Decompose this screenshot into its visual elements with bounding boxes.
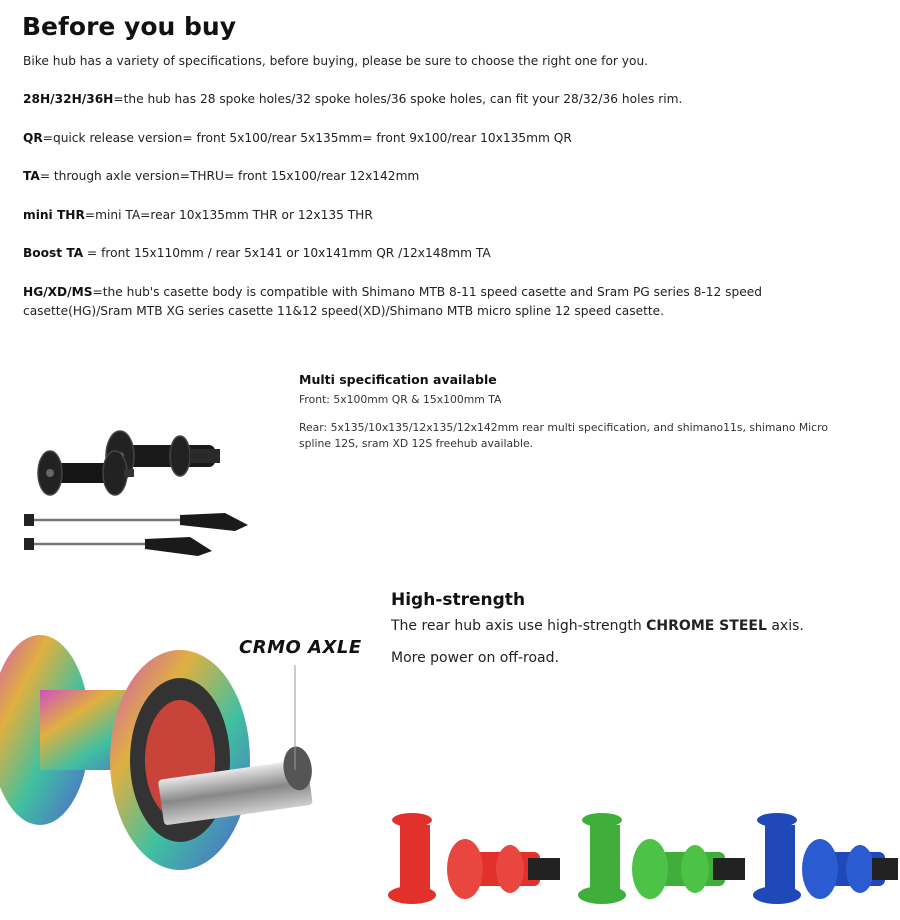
high-strength-bold: CHROME STEEL: [646, 618, 767, 634]
spec-desc: =the hub has 28 spoke holes/32 spoke holes/36 spoke holes, can fit your 28/32/36 holes rim.: [113, 92, 683, 106]
green-hub-set: [578, 813, 745, 904]
spec-spoke-holes: [23, 90, 873, 109]
multi-spec-front: Front: 5x100mm QR & 15x100mm TA: [299, 393, 502, 406]
multi-spec-section: [299, 372, 839, 452]
front-hub-black: [38, 451, 134, 495]
spec-term: Boost TA: [23, 246, 84, 260]
black-hubs-image: [20, 415, 265, 575]
multi-spec-title: Multi specification available: [299, 372, 497, 387]
spec-desc: =the hub's casette body is compatible with Shimano MTB 8-11 speed casette and Sram PG series 8-12 speed casette(HG)/Sram MTB XG series casette 11&12 speed(XD)/Shimano MTB micro spline 12 speed casette.: [23, 285, 762, 318]
spec-hg-xd-ms: [23, 283, 873, 321]
high-strength-text2: More power on off-road.: [391, 650, 559, 666]
spec-qr: [23, 129, 873, 148]
spec-desc: = through axle version=THRU= front 15x100/rear 12x142mm: [39, 169, 420, 183]
spec-term: TA: [23, 169, 40, 183]
page-title: Before you buy: [22, 12, 237, 41]
spec-desc: = front 15x110mm / rear 5x141 or 10x141mm QR /12x148mm TA: [83, 246, 491, 260]
spec-ta: [23, 167, 873, 186]
high-strength-suffix: axis.: [766, 618, 804, 634]
high-strength-text: [391, 618, 871, 634]
high-strength-prefix: The rear hub axis use high-strength: [391, 618, 647, 634]
skewer-1: [24, 513, 248, 531]
colored-hubs-image: [380, 800, 900, 915]
red-hub-set: [388, 813, 560, 904]
spec-desc: =mini TA=rear 10x135mm THR or 12x135 THR: [84, 208, 373, 222]
spec-term: mini THR: [23, 208, 85, 222]
spec-term: QR: [23, 131, 43, 145]
spec-term: 28H/32H/36H: [23, 92, 114, 106]
intro-text: Bike hub has a variety of specifications, before buying, please be sure to choose the right one for you.: [23, 54, 649, 68]
skewer-2: [24, 537, 212, 556]
multi-spec-rear: Rear: 5x135/10x135/12x135/12x142mm rear multi specification, and shimano11s, shimano Micro spline 12S, sram XD 12S freehub available.: [299, 421, 828, 450]
spec-term: HG/XD/MS: [23, 285, 93, 299]
high-strength-section: [391, 590, 871, 666]
axle-label: CRMO AXLE: [239, 637, 362, 658]
spec-mini-thr: [23, 206, 873, 225]
spec-boost-ta: [23, 244, 873, 263]
spec-desc: =quick release version= front 5x100/rear 5x135mm= front 9x100/rear 10x135mm QR: [42, 131, 572, 145]
rainbow-hub-image: [0, 620, 330, 920]
blue-hub-set: [753, 813, 898, 904]
high-strength-title: High-strength: [391, 590, 526, 610]
